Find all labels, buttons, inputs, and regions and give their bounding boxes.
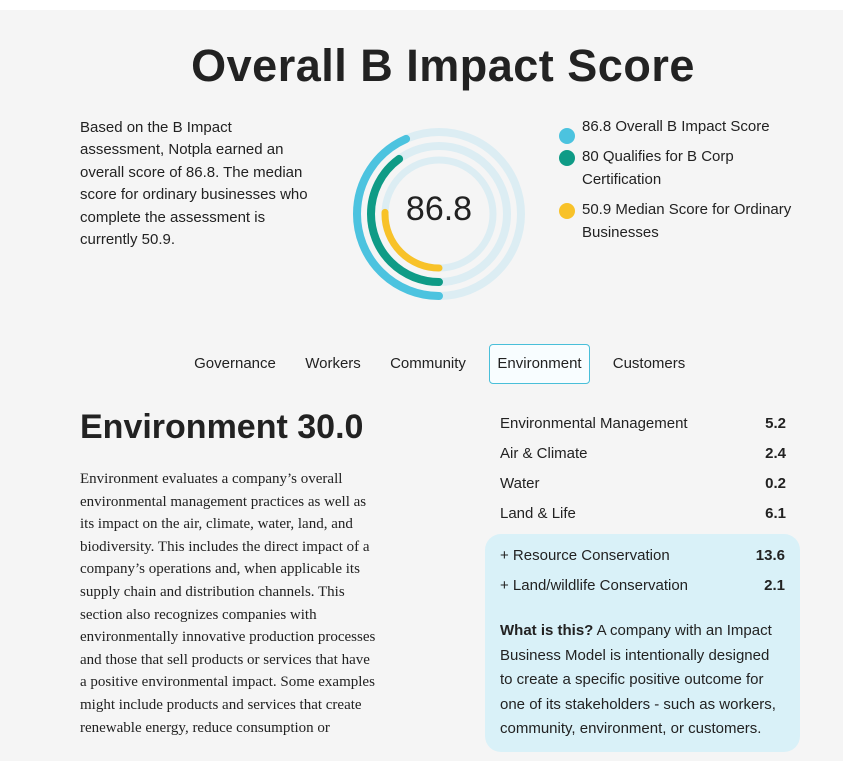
tab-environment[interactable]: Environment <box>489 344 590 384</box>
tab-governance[interactable]: Governance <box>194 355 276 372</box>
section-description: Environment evaluates a company’s overall environmental management practices as well as its impact on the air, climate, water, land, and biodiversity. This includes the direct impact of a company’s operations and, when applicable its supply chain and distribution channels. This section also recognizes companies with environmentally innovative production processes and those that sell products or services that have a positive environmental impact. Some examples might include products and services that create renewable energy, reduce consumption or <box>80 471 376 736</box>
metric-value: 0.2 <box>765 475 786 492</box>
page-title: Overall B Impact Score <box>191 40 695 91</box>
score-ring-value: 86.8 <box>405 190 473 228</box>
metric-row <box>500 443 786 473</box>
legend-dot-icon <box>559 128 575 144</box>
tab-workers[interactable]: Workers <box>305 355 361 372</box>
legend-dot-icon <box>559 203 575 219</box>
metric-value: 5.2 <box>765 415 786 432</box>
score-summary: Based on the B Impact assessment, Notpla earned an overall score of 86.8. The median score for ordinary businesses who complete the assessment is currently 50.9. <box>80 119 308 249</box>
impact-business-model-list <box>500 545 785 605</box>
metric-label: Water <box>500 475 540 492</box>
metric-value: 6.1 <box>765 505 786 522</box>
legend-item-label: 50.9 Median Score for Ordinary Businesses <box>582 201 792 241</box>
metric-row <box>500 503 786 533</box>
legend-item-label: 80 Qualifies for B Corp Certification <box>582 148 734 188</box>
impact-model-label: + Resource Conservation <box>500 547 670 564</box>
environment-metrics <box>500 413 786 533</box>
metric-value: 2.4 <box>765 445 786 462</box>
metric-label: Environmental Management <box>500 415 688 432</box>
metric-label: Air & Climate <box>500 445 588 462</box>
legend-item-bcorp-threshold <box>559 146 809 191</box>
impact-model-note-text: A company with an Impact Business Model is intentionally designed to create a specific positive outcome for one of its stakeholders - such as workers, community, environment, or customers. <box>500 622 776 737</box>
legend-item-label: 86.8 Overall B Impact Score <box>582 118 770 135</box>
impact-model-row-wildlife-conservation[interactable] <box>500 575 785 605</box>
impact-model-label: + Land/wildlife Conservation <box>500 577 689 594</box>
tab-community[interactable]: Community <box>390 355 466 372</box>
category-tabs <box>0 344 843 384</box>
score-ring-chart <box>353 128 525 300</box>
impact-model-value: 2.1 <box>764 577 785 594</box>
section-title: Environment 30.0 <box>80 408 364 446</box>
impact-model-explanation <box>500 619 785 742</box>
page <box>0 10 843 761</box>
impact-business-model-box <box>485 534 800 752</box>
impact-model-row-resource-conservation[interactable] <box>500 545 785 575</box>
legend-item-median-score <box>559 199 809 244</box>
impact-model-value: 13.6 <box>755 547 785 564</box>
metric-row <box>500 473 786 503</box>
metric-row <box>500 413 786 443</box>
score-legend <box>559 116 809 252</box>
metric-label: Land & Life <box>500 505 576 522</box>
tab-customers[interactable]: Customers <box>612 355 686 372</box>
impact-model-note-heading: What is this? <box>500 622 594 639</box>
legend-item-overall-score <box>559 116 809 138</box>
legend-dot-icon <box>559 150 575 166</box>
